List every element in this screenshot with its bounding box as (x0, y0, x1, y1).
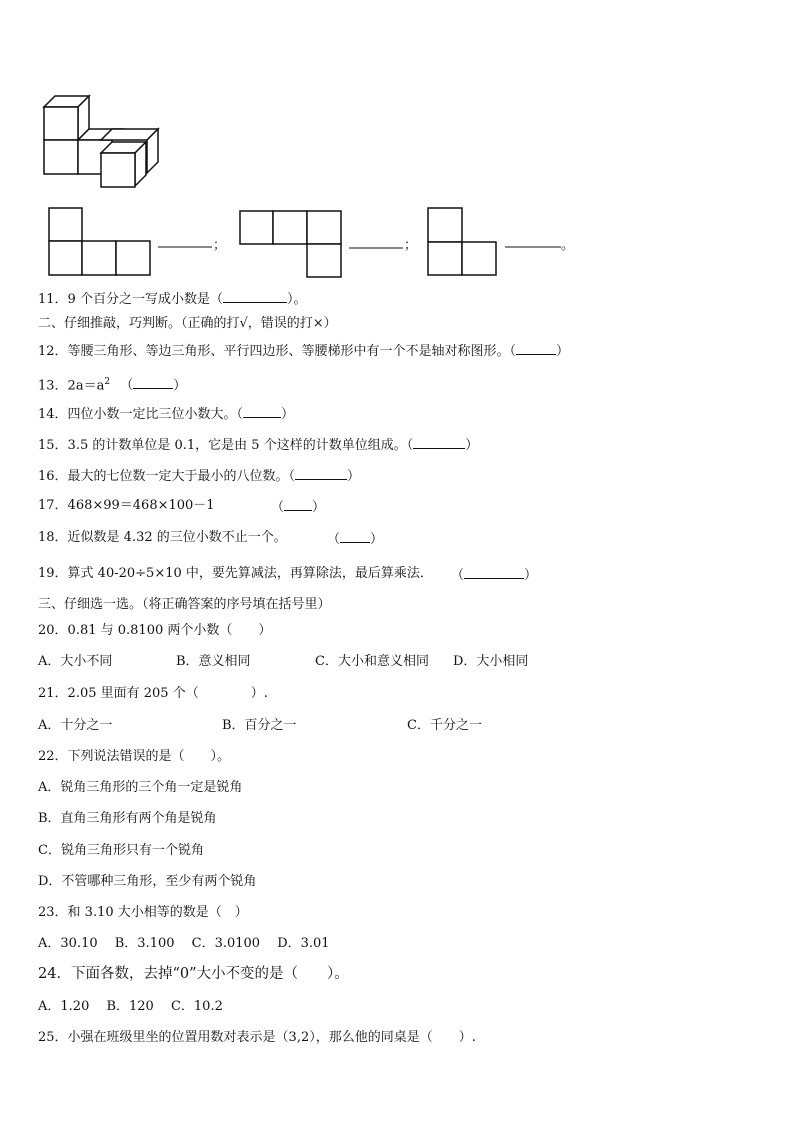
question-20: 20．0.81 与 0.8100 两个小数（ ） (38, 623, 272, 638)
view-separator-2: ； (404, 238, 418, 253)
q21-option-b[interactable]: B．百分之一 (222, 718, 297, 733)
question-18: 18．近似数是 4.32 的三位小数不止一个。 (38, 530, 287, 545)
answer-blank[interactable] (413, 436, 465, 449)
q20-option-b[interactable]: B．意义相同 (176, 654, 251, 669)
q22-option-d[interactable]: D．不管哪种三角形，至少有两个锐角 (38, 874, 257, 889)
section-2-heading: 二、仔细推敲，巧判断。（正确的打√，错误的打×） (38, 316, 337, 331)
q21-option-c[interactable]: C．千分之一 (407, 718, 482, 733)
question-23: 23．和 3.10 大小相等的数是（ ） (38, 905, 248, 920)
answer-blank[interactable] (243, 405, 281, 418)
question-16: 16．最大的七位数一定大于最小的八位数。（ ） (38, 469, 361, 484)
view-3 (428, 208, 561, 275)
question-15: 15．3.5 的计数单位是 0.1，它是由 5 个这样的计数单位组成。（ ） (38, 438, 479, 453)
cube-figure-and-views (0, 0, 794, 300)
q24-options[interactable]: A．1.20 B．120 C．10.2 (38, 999, 223, 1014)
question-13: 13．$2a=a^2$ （ ） (38, 377, 187, 394)
cube-stack-figure (44, 96, 158, 187)
question-19-answer: （ ） (451, 568, 538, 583)
question-11: 11．9 个百分之一写成小数是（ ）。 (38, 292, 307, 307)
q20-option-a[interactable]: A．大小不同 (38, 654, 113, 669)
question-17: 17．468×99＝468×100－1 (38, 498, 215, 513)
q22-option-b[interactable]: B．直角三角形有两个角是锐角 (38, 811, 217, 826)
answer-blank[interactable] (284, 498, 312, 511)
answer-blank[interactable] (223, 290, 287, 303)
question-24: 24．下面各数，去掉“0”大小不变的是（ ）。 (38, 966, 349, 982)
q23-options[interactable]: A．30.10 B．3.100 C．3.0100 D．3.01 (38, 936, 330, 951)
answer-blank[interactable] (295, 467, 347, 480)
question-12: 12．等腰三角形、等边三角形、平行四边形、等腰梯形中有一个不是轴对称图形。（ ） (38, 344, 570, 359)
q22-option-c[interactable]: C．锐角三角形只有一个锐角 (38, 843, 204, 858)
q20-option-c[interactable]: C．大小和意义相同 (315, 654, 429, 669)
question-21: 21．2.05 里面有 205 个（ ）. (38, 686, 268, 701)
q20-option-d[interactable]: D．大小相同 (453, 654, 529, 669)
answer-blank[interactable] (133, 376, 173, 389)
view-2 (240, 211, 403, 277)
question-22: 22．下列说法错误的是（ ）。 (38, 749, 231, 764)
question-25: 25．小强在班级里坐的位置用数对表示是（3,2），那么他的同桌是（ ）. (38, 1030, 476, 1045)
answer-blank[interactable] (340, 530, 370, 543)
view-separator-1: ； (213, 238, 227, 253)
question-19: 19．算式 40-20÷5×10 中，要先算减法，再算除法，最后算乘法． (38, 566, 433, 581)
q22-option-a[interactable]: A．锐角三角形的三个角一定是锐角 (38, 780, 243, 795)
question-18-answer: （ ） (327, 532, 384, 547)
answer-blank[interactable] (516, 342, 556, 355)
section-3-heading: 三、仔细选一选。（将正确答案的序号填在括号里） (38, 597, 331, 612)
view-1 (49, 208, 212, 275)
q21-option-a[interactable]: A．十分之一 (38, 718, 113, 733)
answer-blank[interactable] (464, 566, 524, 579)
view-end-mark: 。 (561, 238, 575, 253)
question-17-answer: （ ） (271, 500, 326, 515)
question-14: 14．四位小数一定比三位小数大。（ ） (38, 407, 295, 422)
